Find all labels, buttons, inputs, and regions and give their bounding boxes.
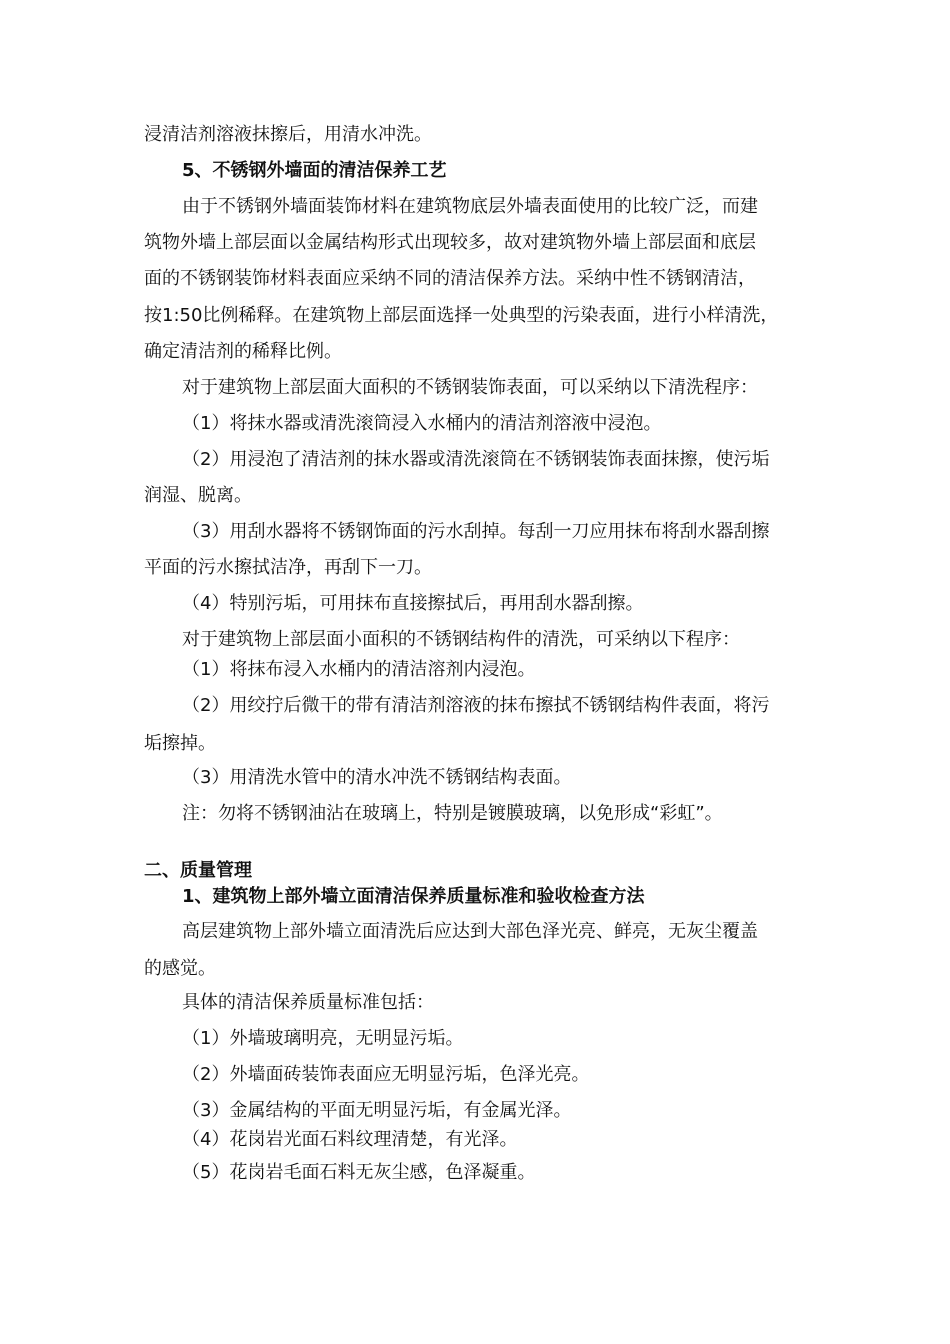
paragraph-line: 具体的清洁保养质量标准包括： [182,992,434,1013]
list-item: （3）用清洗水管中的清水冲洗不锈钢结构表面。 [182,767,572,788]
section-heading: 5、不锈钢外墙面的清洁保养工艺 [182,160,447,181]
paragraph-line: 由于不锈钢外墙面装饰材料在建筑物底层外墙表面使用的比较广泛，而建 [182,196,758,217]
list-item: （2）用绞拧后微干的带有清洁剂溶液的抹布擦拭不锈钢结构件表面，将污 [182,695,770,716]
section-heading: 1、建筑物上部外墙立面清洁保养质量标准和验收检查方法 [182,886,645,907]
list-item: （5）花岗岩毛面石料无灰尘感，色泽凝重。 [182,1162,536,1183]
list-item: （1）将抹布浸入水桶内的清洁溶剂内浸泡。 [182,659,536,680]
list-item: （1）将抹水器或清洗滚筒浸入水桶内的清洁剂溶液中浸泡。 [182,413,662,434]
note-line: 注：勿将不锈钢油沾在玻璃上，特别是镀膜玻璃，以免形成“彩虹”。 [182,803,723,824]
paragraph-line: 面的不锈钢装饰材料表面应采纳不同的清洁保养方法。采纳中性不锈钢清洁， [144,268,756,289]
list-item: （1）外墙玻璃明亮，无明显污垢。 [182,1028,464,1049]
list-item: （3）金属结构的平面无明显污垢，有金属光泽。 [182,1100,572,1121]
list-item: （4）特别污垢，可用抹布直接擦拭后，再用刮水器刮擦。 [182,593,644,614]
paragraph-line: 确定清洁剂的稀释比例。 [144,341,342,362]
list-item: （3）用刮水器将不锈钢饰面的污水刮掉。每刮一刀应用抹布将刮水器刮擦 [182,521,770,542]
list-item: （2）外墙面砖装饰表面应无明显污垢，色泽光亮。 [182,1064,590,1085]
list-item: （2）用浸泡了清洁剂的抹水器或清洗滚筒在不锈钢装饰表面抹擦，使污垢 [182,449,770,470]
paragraph-line: 高层建筑物上部外墙立面清洗后应达到大部色泽光亮、鲜亮，无灰尘覆盖 [182,921,758,942]
paragraph-line: 筑物外墙上部层面以金属结构形式出现较多，故对建筑物外墙上部层面和底层 [144,232,756,253]
chapter-heading: 二、质量管理 [144,860,252,881]
paragraph-line: 按1:50比例稀释。在建筑物上部层面选择一处典型的污染表面，进行小样清洗， [144,305,779,326]
list-item-continuation: 润湿、脱离。 [144,485,252,506]
paragraph-line: 的感觉。 [144,958,216,979]
text-line: 浸清洁剂溶液抹擦后，用清水冲洗。 [144,124,432,145]
list-item-continuation: 垢擦掉。 [144,733,216,754]
list-item: （4）花岗岩光面石料纹理清楚，有光泽。 [182,1129,518,1150]
paragraph-line: 对于建筑物上部层面大面积的不锈钢装饰表面，可以采纳以下清洗程序： [182,377,758,398]
list-item-continuation: 平面的污水擦拭洁净，再刮下一刀。 [144,557,432,578]
paragraph-line: 对于建筑物上部层面小面积的不锈钢结构件的清洗，可采纳以下程序： [182,629,740,650]
